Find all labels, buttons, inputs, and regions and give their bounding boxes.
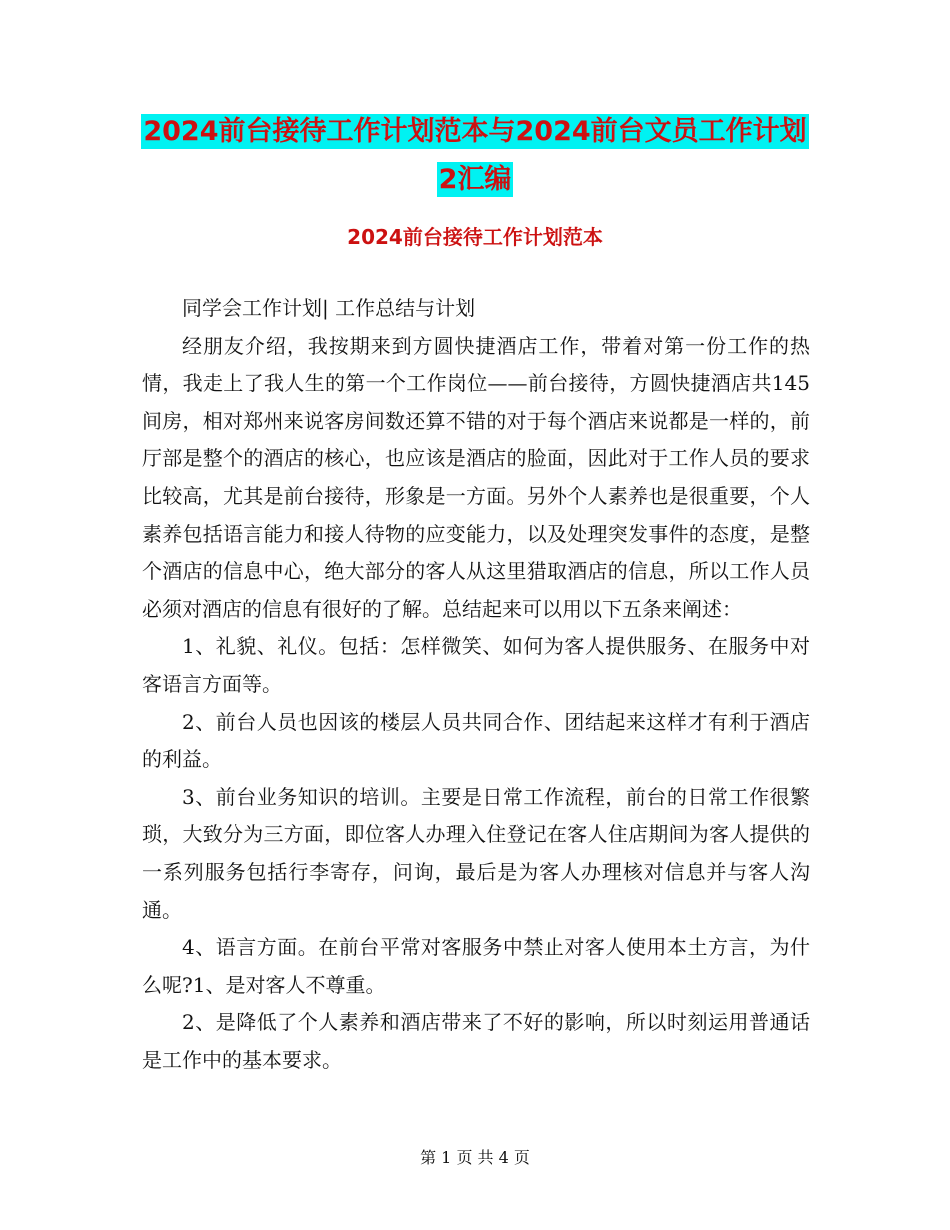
paragraph: 2、是降低了个人素养和酒店带来了不好的影响，所以时刻运用普通话是工作中的基本要求。 [142,1010,810,1072]
document-body [142,290,810,1079]
paragraph: 3、前台业务知识的培训。主要是日常工作流程，前台的日常工作很繁琐，大致分为三方面，即位客人办理入住登记在客人住店期间为客人提供的一系列服务包括行李寄存，问询，最后是为客人办理核对信息并与客人沟通。 [142,784,810,922]
paragraph: 同学会工作计划| 工作总结与计划 [182,296,476,320]
paragraph: 4、语言方面。在前台平常对客服务中禁止对客人使用本土方言，为什么呢?1、是对客人不尊重。 [142,935,810,997]
page-footer: 第 1 页 共 4 页 [420,1148,530,1167]
document-title [0,108,950,204]
section-title: 2024前台接待工作计划范本 [347,225,603,249]
paragraph: 1、礼貌、礼仪。包括：怎样微笑、如何为客人提供服务、在服务中对客语言方面等。 [142,634,810,696]
document-title-line-2: 2汇编 [438,164,512,195]
paragraph: 经朋友介绍，我按期来到方圆快捷酒店工作，带着对第一份工作的热情，我走上了我人生的第一个工作岗位——前台接待，方圆快捷酒店共145间房，相对郑州来说客房间数还算不错的对于每个酒店来说都是一样的，前厅部是整个的酒店的核心，也应该是酒店的脸面，因此对于工作人员的要求比较高，尤其是前台接待，形象是一方面。另外个人素养也是很重要，个人素养包括语言能力和接人待物的应变能力，以及处理突发事件的态度，是整个酒店的信息中心，绝大部分的客人从这里猎取酒店的信息，所以工作人员必须对酒店的信息有很好的了解。总结起来可以用以下五条来阐述： [142,333,810,621]
document-title-line-1: 2024前台接待工作计划范本与2024前台文员工作计划 [143,116,807,147]
paragraph: 2、前台人员也因该的楼层人员共同合作、团结起来这样才有利于酒店的利益。 [142,709,810,772]
